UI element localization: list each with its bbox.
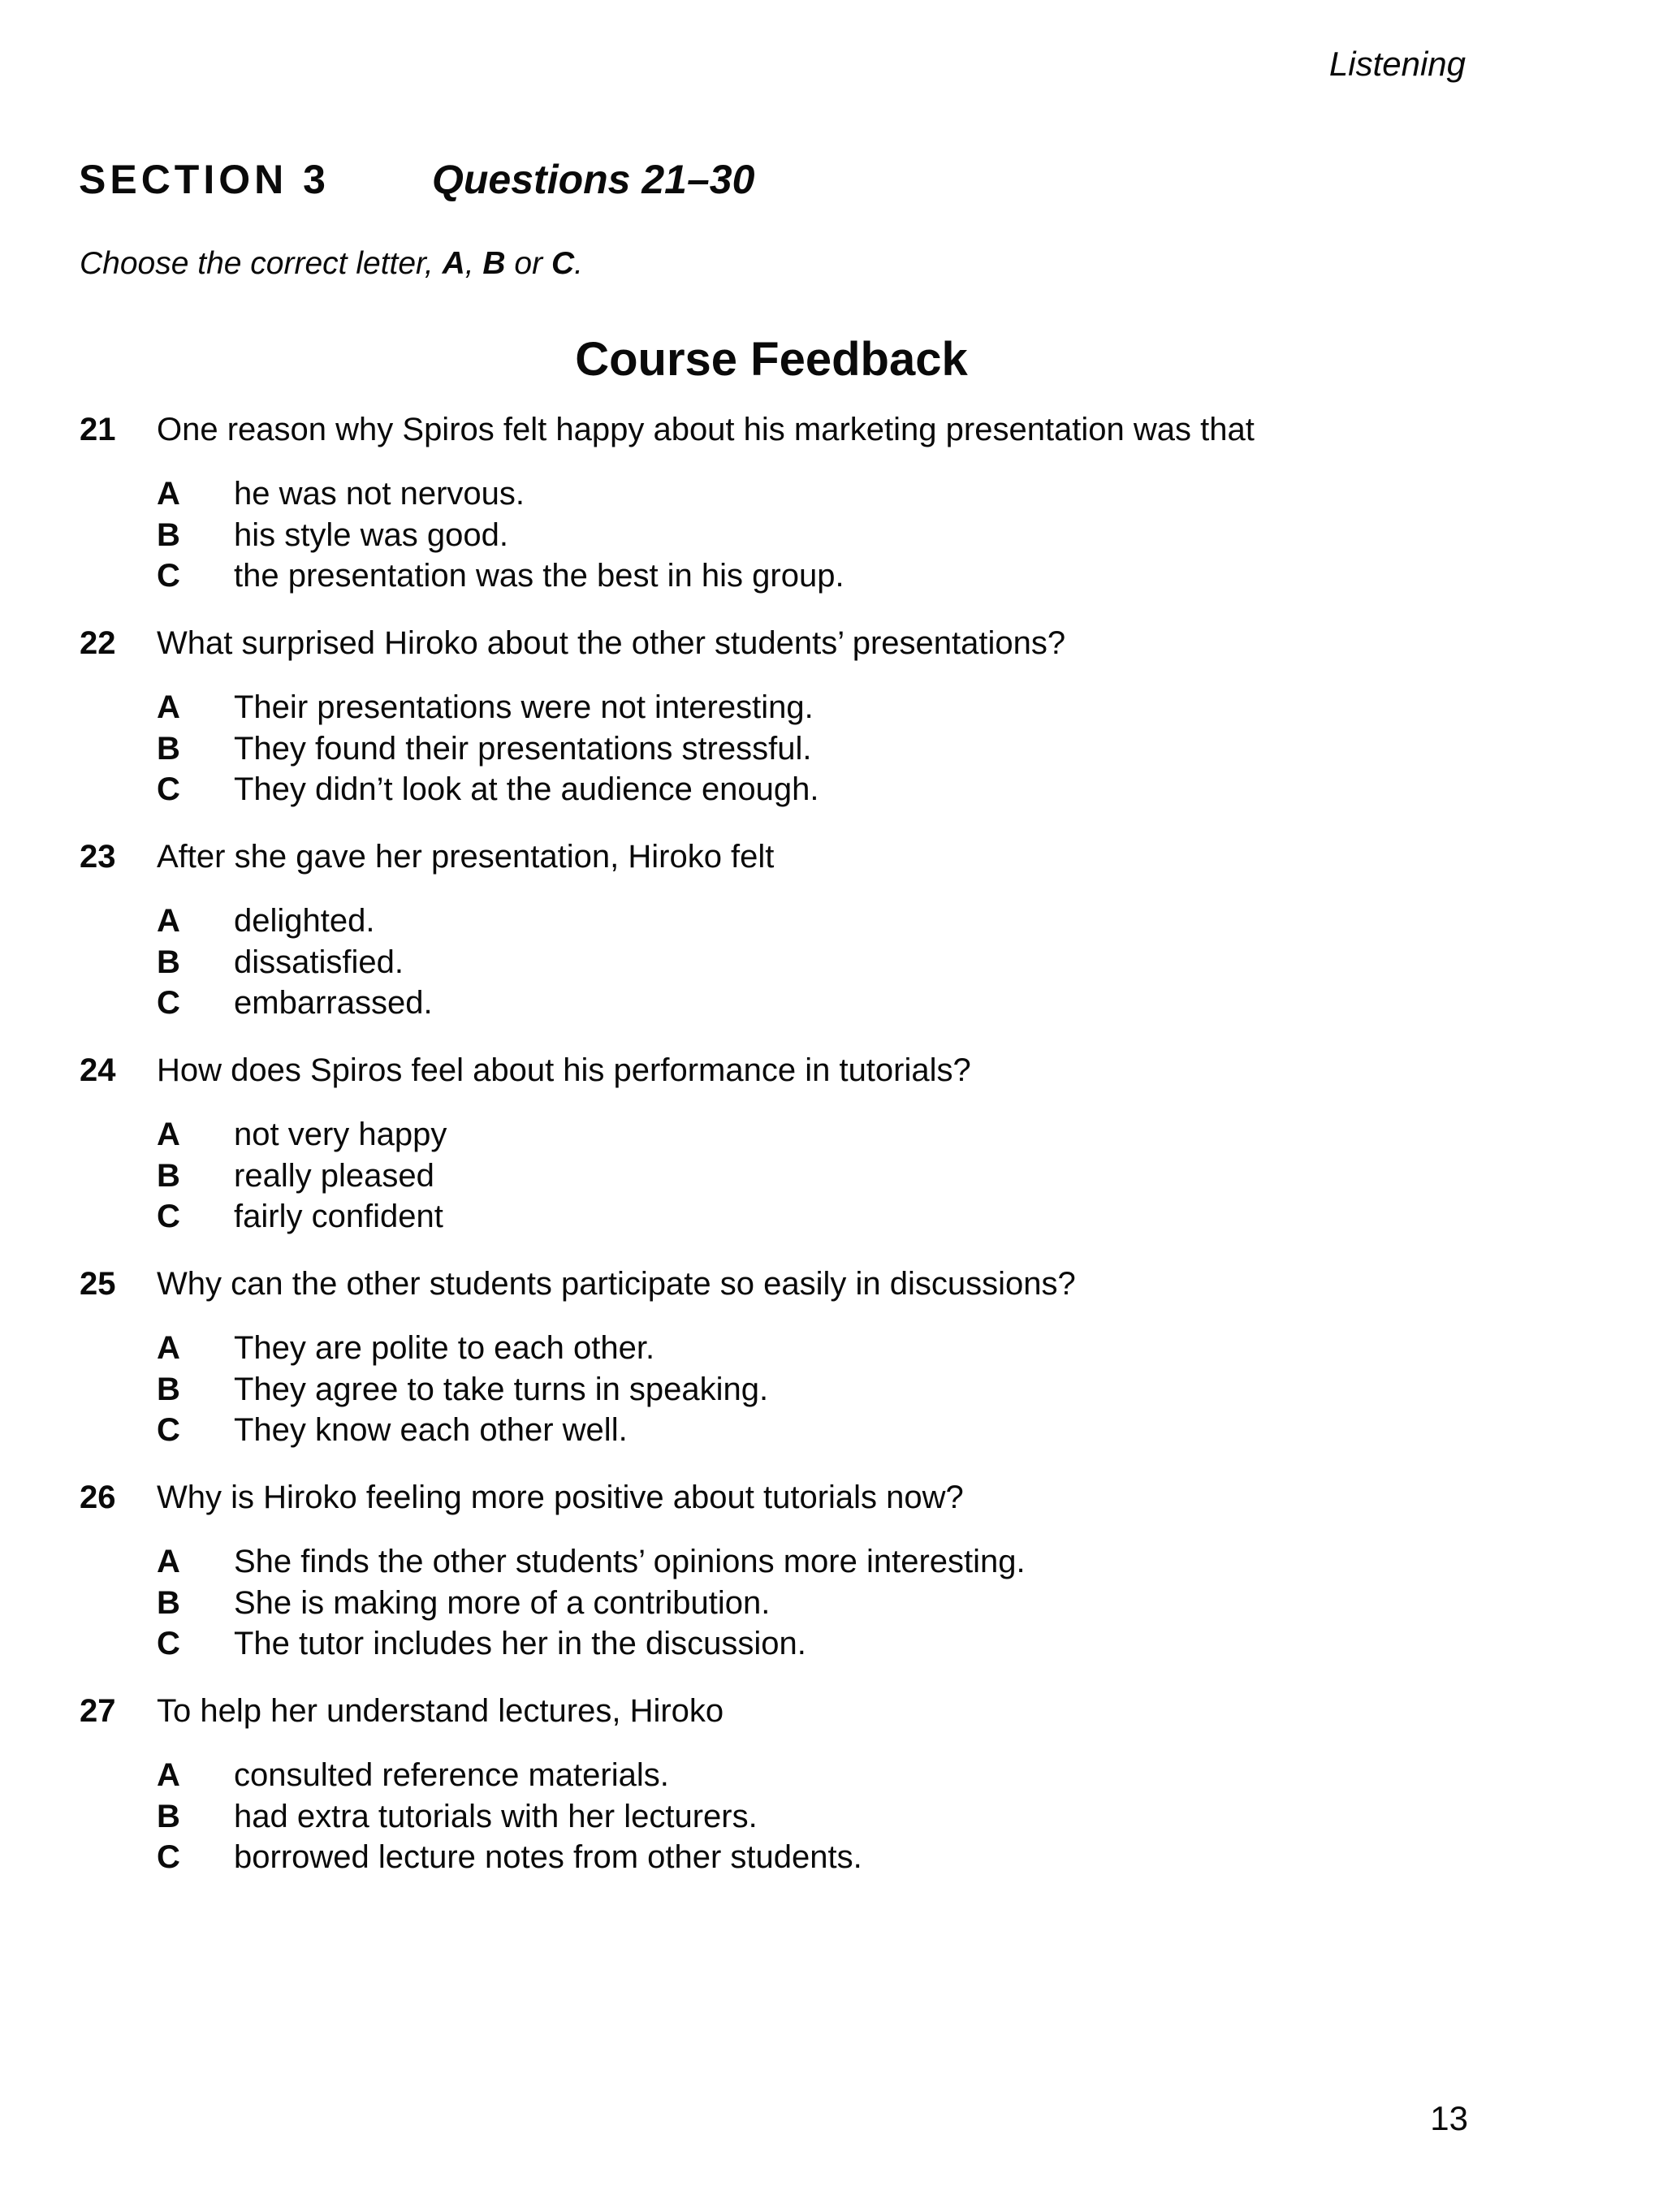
question-24: [0, 1050, 1663, 1264]
option-letter: A: [157, 476, 180, 512]
option-text: They found their presentations stressful.: [234, 730, 812, 767]
option-letter: B: [157, 1371, 180, 1407]
question-21: [0, 409, 1663, 623]
option-text: They are polite to each other.: [234, 1330, 655, 1366]
option-letter: B: [157, 1584, 180, 1621]
option-text: They know each other well.: [234, 1412, 628, 1448]
question-27: [0, 1691, 1663, 1904]
question-text: Why can the other students participate so easily in discussions?: [157, 1266, 1076, 1302]
option-letter: B: [157, 1157, 180, 1194]
option-letter: C: [157, 1839, 180, 1875]
question-number: 22: [80, 625, 116, 661]
option-text: She is making more of a contribution.: [234, 1584, 771, 1621]
option-text: really pleased: [234, 1157, 434, 1194]
option-letter: C: [157, 558, 180, 594]
option-letter: A: [157, 1330, 180, 1366]
question-26: [0, 1477, 1663, 1691]
question-text: To help her understand lectures, Hiroko: [157, 1693, 724, 1729]
question-number: 27: [80, 1693, 116, 1729]
option-letter: A: [157, 903, 180, 939]
option-letter: A: [157, 689, 180, 725]
question-23: [0, 836, 1663, 1050]
instruction-letter-b: B: [482, 246, 506, 281]
page-number: 13: [1430, 2099, 1468, 2137]
option-text: dissatisfied.: [234, 944, 404, 980]
option-letter: C: [157, 1626, 180, 1661]
option-letter: B: [157, 730, 180, 767]
question-22: [0, 623, 1663, 836]
section-question-range: Questions 21–30: [432, 157, 755, 202]
option-letter: B: [157, 516, 180, 553]
option-letter: C: [157, 1199, 180, 1234]
option-text: They didn’t look at the audience enough.: [234, 771, 819, 807]
option-text: borrowed lecture notes from other students.: [234, 1839, 862, 1875]
option-text: his style was good.: [234, 516, 508, 553]
option-text: delighted.: [234, 903, 375, 939]
option-letter: C: [157, 771, 180, 807]
instruction-prefix: Choose the correct letter,: [80, 246, 443, 281]
option-letter: A: [157, 1117, 180, 1152]
option-letter: B: [157, 944, 180, 980]
question-text: How does Spiros feel about his performance in tutorials?: [157, 1052, 971, 1088]
question-number: 23: [80, 839, 116, 875]
instruction: [80, 246, 583, 282]
question-25: [0, 1264, 1663, 1477]
option-text: They agree to take turns in speaking.: [234, 1371, 769, 1407]
instruction-sep: ,: [464, 246, 483, 281]
option-text: the presentation was the best in his group.: [234, 558, 844, 594]
option-text: fairly confident: [234, 1199, 443, 1234]
question-number: 26: [80, 1480, 116, 1515]
question-number: 24: [80, 1052, 116, 1088]
question-number: 25: [80, 1266, 116, 1302]
section-label: SECTION 3: [79, 157, 330, 202]
option-text: She finds the other students’ opinions more interesting.: [234, 1544, 1026, 1579]
option-text: had extra tutorials with her lecturers.: [234, 1798, 758, 1834]
instruction-letter-c: C: [551, 246, 575, 281]
instruction-letter-a: A: [442, 246, 465, 281]
instruction-sep: or: [505, 246, 551, 281]
page-title: Course Feedback: [575, 333, 968, 386]
instruction-suffix: .: [574, 246, 583, 281]
option-text: embarrassed.: [234, 985, 433, 1021]
option-letter: C: [157, 985, 180, 1021]
option-text: not very happy: [234, 1117, 447, 1152]
option-letter: A: [157, 1757, 180, 1793]
option-text: he was not nervous.: [234, 476, 525, 512]
question-text: After she gave her presentation, Hiroko felt: [157, 839, 775, 875]
question-number: 21: [80, 412, 116, 447]
option-letter: A: [157, 1544, 180, 1579]
question-text: What surprised Hiroko about the other students’ presentations?: [157, 625, 1066, 661]
option-text: The tutor includes her in the discussion.: [234, 1626, 806, 1661]
option-letter: C: [157, 1412, 180, 1448]
option-letter: B: [157, 1798, 180, 1834]
option-text: consulted reference materials.: [234, 1757, 669, 1793]
question-text: Why is Hiroko feeling more positive about tutorials now?: [157, 1480, 964, 1515]
option-text: Their presentations were not interesting.: [234, 689, 814, 725]
question-text: One reason why Spiros felt happy about his marketing presentation was that: [157, 412, 1255, 447]
running-head: Listening: [1328, 45, 1466, 83]
